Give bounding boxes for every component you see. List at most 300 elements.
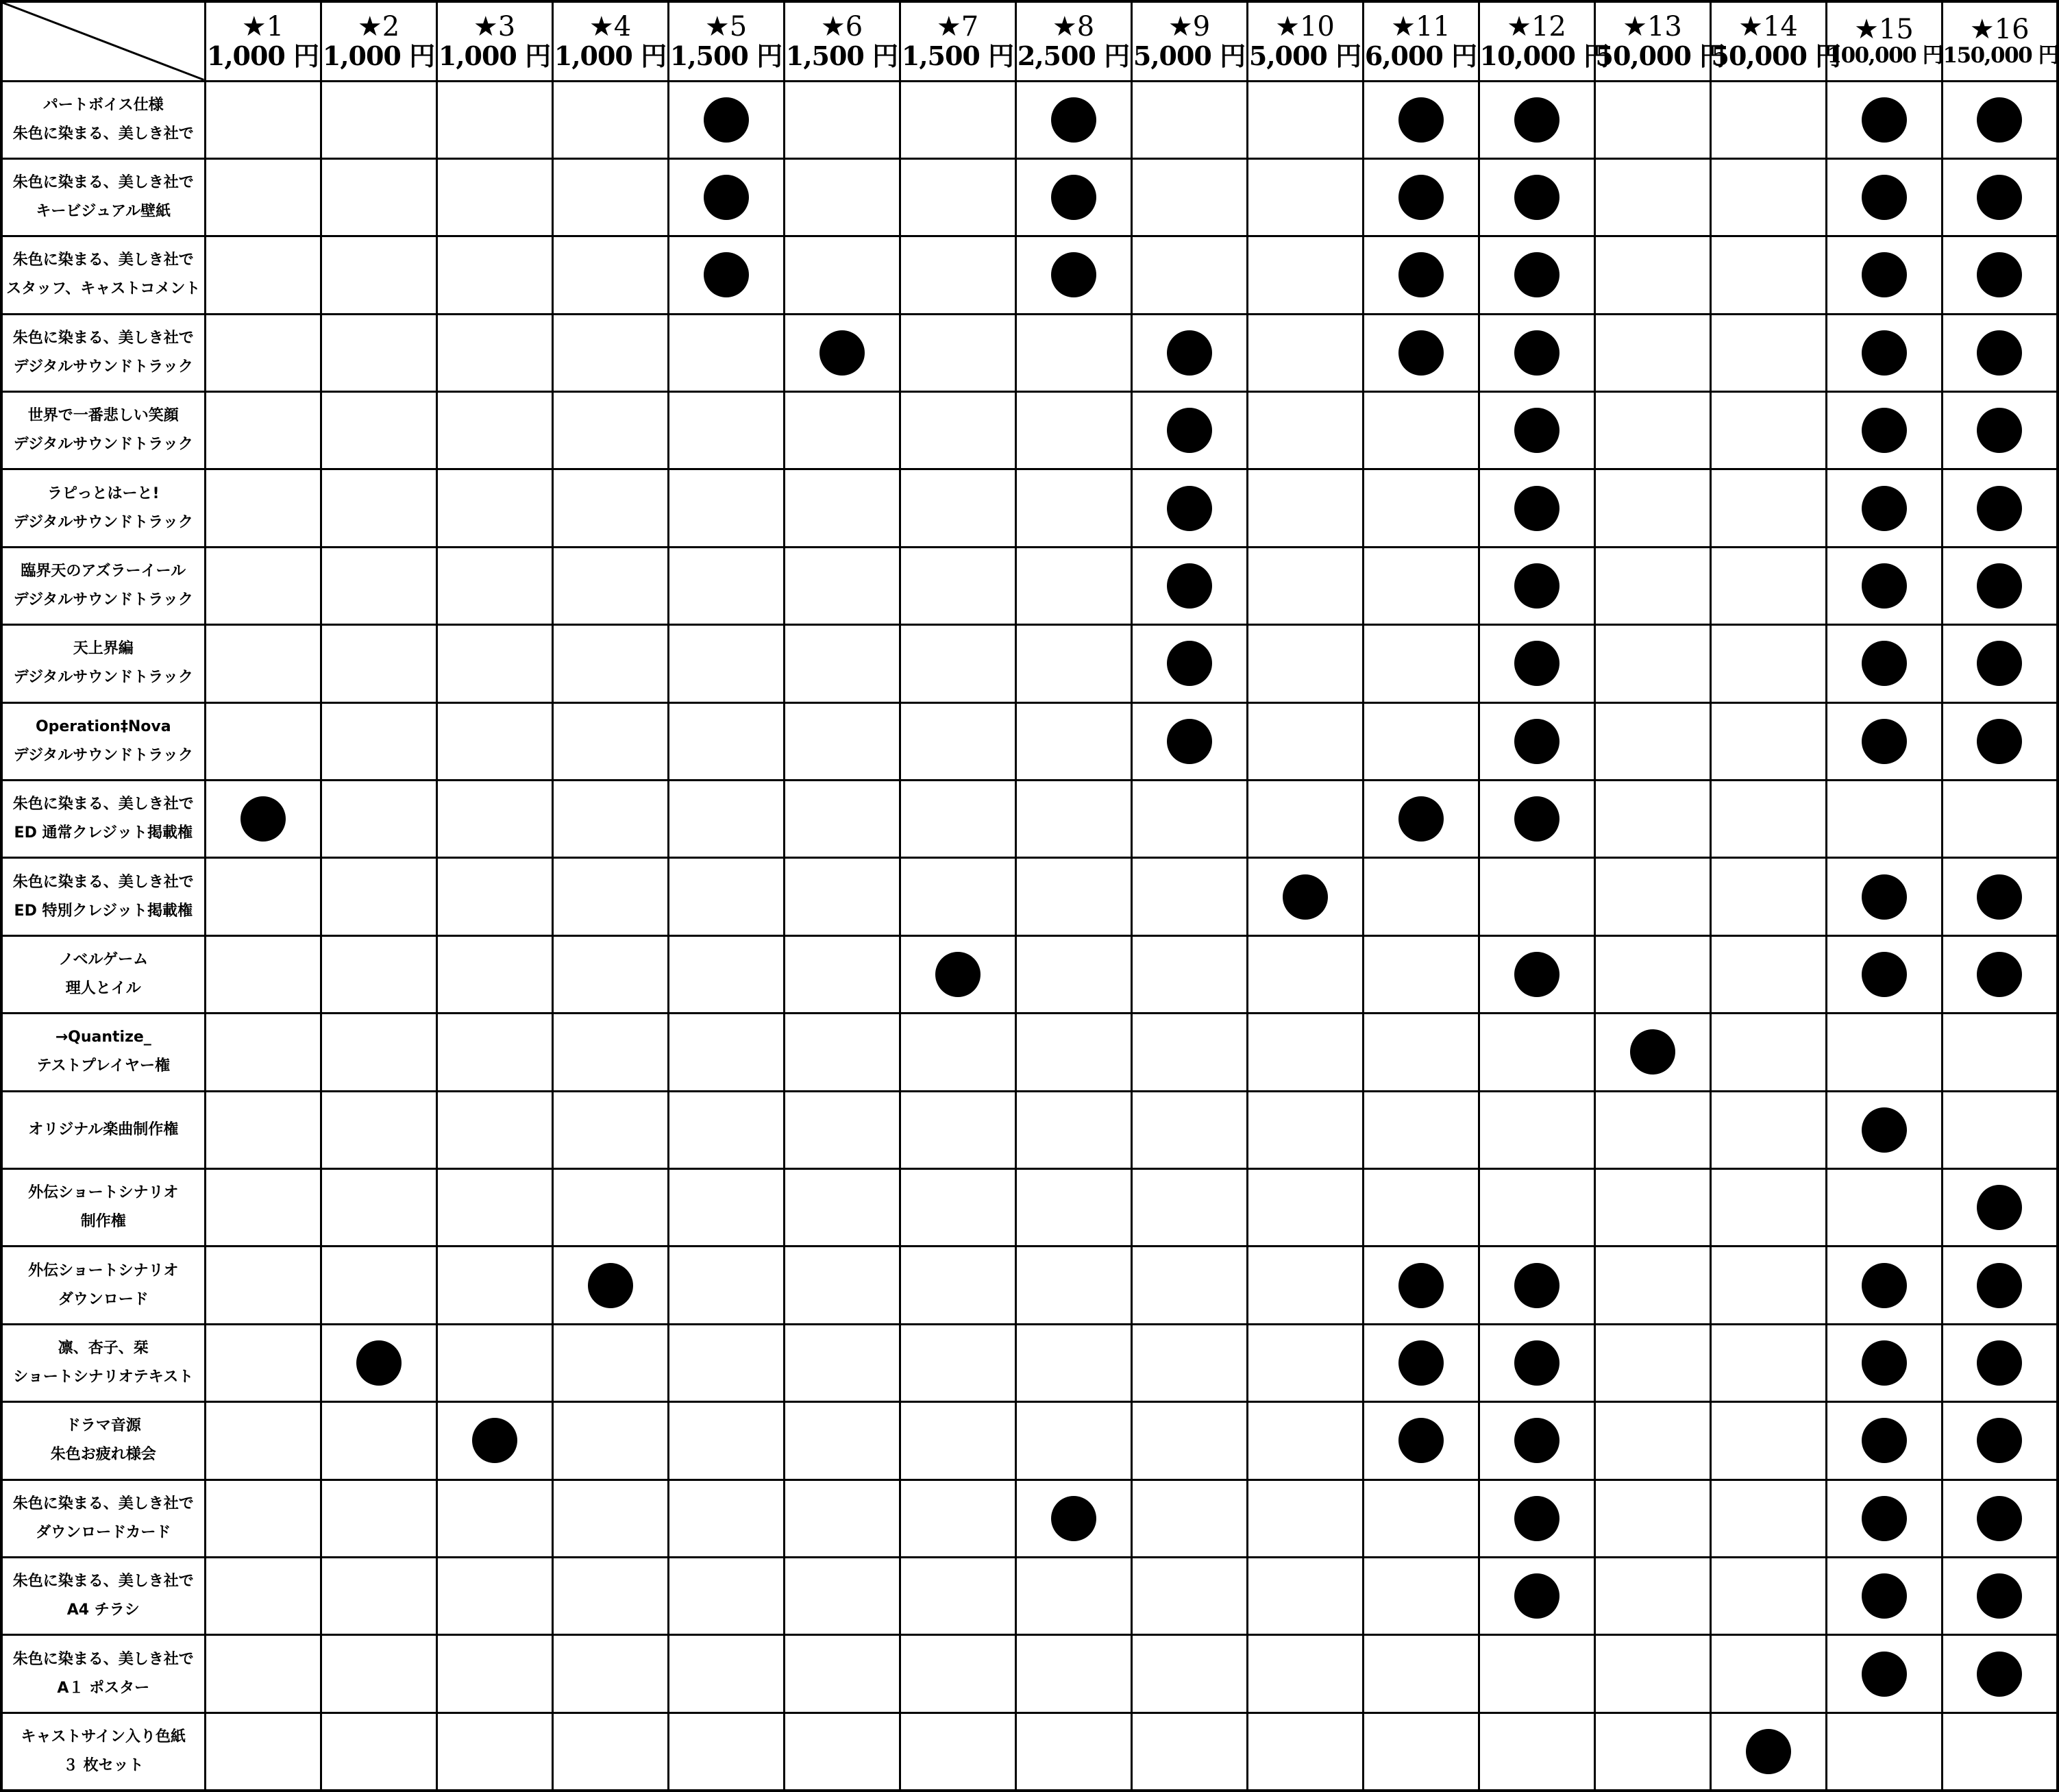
tier-cell-1 [205,1402,321,1480]
tier-cell-5 [668,392,784,469]
tier-cell-16 [1942,314,2058,391]
filled-circle-icon [1167,563,1212,609]
tier-cell-2 [321,1635,436,1713]
tier-cell-12 [1479,702,1594,780]
tier-label: ★4 [589,11,632,43]
filled-circle-icon [1862,1573,1907,1619]
tier-cell-8 [1015,702,1131,780]
reward-row [1,1402,2058,1480]
filled-circle-icon [1514,1340,1559,1386]
tier-label: ★14 [1738,11,1798,43]
reward-row [1,702,2058,780]
tier-cell-15 [1826,392,1942,469]
tier-cell-4 [552,1324,668,1401]
tier-cell-15 [1826,1402,1942,1480]
tier-cell-14 [1710,158,1826,236]
reward-label-line1: オリジナル楽曲制作権 [28,1120,179,1138]
reward-label-cell [1,935,205,1013]
reward-row [1,1091,2058,1168]
filled-circle-icon [588,1263,633,1308]
tier-cell-16 [1942,1168,2058,1246]
tier-cell-1 [205,158,321,236]
tier-cell-1 [205,625,321,702]
tier-price: 10,000 円 [1479,40,1610,72]
tier-cell-9 [1131,236,1247,314]
tier-cell-13 [1594,236,1710,314]
filled-circle-icon [1862,563,1907,609]
tier-cell-4 [552,158,668,236]
filled-circle-icon [1862,1263,1907,1308]
tier-label: ★8 [1052,11,1095,43]
reward-label-cell [1,392,205,469]
reward-label-cell [1,1014,205,1091]
filled-circle-icon [1514,719,1559,764]
tier-cell-5 [668,625,784,702]
tier-header-6 [784,1,900,81]
filled-circle-icon [1862,1418,1907,1463]
tier-cell-14 [1710,1247,1826,1324]
filled-circle-icon [1167,641,1212,686]
tier-cell-12 [1479,1713,1594,1790]
reward-row [1,1168,2058,1246]
filled-circle-icon [1398,330,1444,376]
filled-circle-icon [1283,874,1328,920]
tier-cell-7 [900,1480,1015,1557]
tier-cell-1 [205,81,321,158]
tier-cell-2 [321,935,436,1013]
tier-cell-6 [784,1091,900,1168]
reward-label-line2: ダウンロードカード [36,1523,171,1541]
tier-cell-5 [668,1324,784,1401]
tier-cell-11 [1363,1402,1479,1480]
tier-cell-5 [668,702,784,780]
tier-cell-14 [1710,781,1826,858]
tier-cell-9 [1131,1635,1247,1713]
tier-cell-2 [321,1480,436,1557]
filled-circle-icon [1514,641,1559,686]
tier-cell-2 [321,1324,436,1401]
tier-cell-4 [552,1713,668,1790]
tier-cell-13 [1594,1635,1710,1713]
tier-cell-12 [1479,858,1594,935]
tier-cell-9 [1131,1324,1247,1401]
tier-header-8 [1015,1,1131,81]
tier-label: ★15 [1854,13,1914,45]
tier-header-9 [1131,1,1247,81]
tier-header-3 [436,1,552,81]
tier-cell-13 [1594,392,1710,469]
tier-cell-15 [1826,469,1942,547]
tier-cell-6 [784,1557,900,1634]
reward-label-line2: ED 通常クレジット掲載権 [14,824,193,842]
tier-cell-4 [552,1168,668,1246]
tier-cell-10 [1247,314,1363,391]
tier-cell-12 [1479,625,1594,702]
tier-cell-11 [1363,702,1479,780]
tier-cell-8 [1015,1635,1131,1713]
reward-label-line2: デジタルサウンドトラック [13,436,193,454]
tier-cell-11 [1363,1014,1479,1091]
reward-label-line1: 朱色に染まる、美しき社で [12,1573,194,1591]
tier-cell-2 [321,1713,436,1790]
reward-label-cell [1,1713,205,1790]
tier-cell-12 [1479,1014,1594,1091]
tier-cell-9 [1131,935,1247,1013]
tier-cell-6 [784,858,900,935]
tier-cell-7 [900,1713,1015,1790]
tier-cell-15 [1826,236,1942,314]
tier-cell-10 [1247,236,1363,314]
tier-cell-16 [1942,781,2058,858]
tier-cell-7 [900,1091,1015,1168]
tier-cell-9 [1131,781,1247,858]
tier-cell-13 [1594,1247,1710,1324]
tier-cell-9 [1131,392,1247,469]
tier-cell-10 [1247,1168,1363,1246]
tier-cell-10 [1247,1324,1363,1401]
tier-cell-3 [436,702,552,780]
tier-cell-10 [1247,547,1363,624]
tier-cell-16 [1942,236,2058,314]
filled-circle-icon [1977,486,2022,531]
tier-cell-4 [552,1247,668,1324]
filled-circle-icon [1514,1263,1559,1308]
tier-cell-4 [552,314,668,391]
filled-circle-icon [1977,952,2022,997]
tier-cell-4 [552,625,668,702]
tier-cell-4 [552,858,668,935]
filled-circle-icon [1398,1340,1444,1386]
tier-price: 100,000 円 [1827,43,1943,69]
reward-row [1,1713,2058,1790]
reward-label-line2: A4 チラシ [66,1601,140,1619]
tier-cell-1 [205,1480,321,1557]
tier-cell-6 [784,314,900,391]
tier-cell-11 [1363,236,1479,314]
tier-price: 150,000 円 [1943,43,2059,69]
tier-cell-16 [1942,1247,2058,1324]
tier-header-15 [1826,1,1942,81]
tier-cell-10 [1247,1091,1363,1168]
filled-circle-icon [1862,1340,1907,1386]
tier-cell-5 [668,81,784,158]
tier-cell-12 [1479,1635,1594,1713]
filled-circle-icon [1514,330,1559,376]
filled-circle-icon [1977,408,2022,453]
tier-cell-16 [1942,1713,2058,1790]
tier-cell-3 [436,547,552,624]
tier-header-2 [321,1,436,81]
tier-label: ★12 [1507,11,1566,43]
tier-cell-11 [1363,625,1479,702]
tier-cell-6 [784,1402,900,1480]
tier-cell-13 [1594,1480,1710,1557]
tier-cell-16 [1942,1014,2058,1091]
reward-label-line2: スタッフ、キャストコメント [6,280,201,298]
filled-circle-icon [1398,175,1444,220]
tier-cell-6 [784,236,900,314]
tier-cell-14 [1710,314,1826,391]
filled-circle-icon [1977,1652,2022,1697]
tier-cell-10 [1247,935,1363,1013]
tier-label: ★11 [1391,11,1451,43]
tier-cell-12 [1479,781,1594,858]
tier-cell-4 [552,702,668,780]
tier-cell-1 [205,935,321,1013]
reward-label-line1: 外伝ショートシナリオ [28,1184,179,1202]
tier-cell-5 [668,1635,784,1713]
reward-label-line1: 朱色に染まる、美しき社で [12,174,194,192]
filled-circle-icon [1977,252,2022,297]
tier-cell-1 [205,236,321,314]
tier-price: 1,500 円 [669,40,782,72]
tier-cell-14 [1710,1168,1826,1246]
tier-cell-4 [552,236,668,314]
tier-cell-15 [1826,858,1942,935]
filled-circle-icon [1051,252,1096,297]
tier-cell-5 [668,1014,784,1091]
tier-cell-11 [1363,935,1479,1013]
tier-cell-4 [552,547,668,624]
reward-label-line1: ラピっとはーと! [47,484,160,502]
tier-cell-9 [1131,158,1247,236]
tier-cell-10 [1247,158,1363,236]
tier-cell-8 [1015,781,1131,858]
tier-cell-2 [321,858,436,935]
reward-label-line1: 朱色に染まる、美しき社で [12,796,194,813]
tier-cell-3 [436,781,552,858]
tier-cell-13 [1594,1014,1710,1091]
reward-label-line2: 朱色お疲れ様会 [50,1446,156,1464]
tier-cell-10 [1247,1247,1363,1324]
tier-cell-3 [436,158,552,236]
filled-circle-icon [1862,330,1907,376]
reward-label-cell [1,469,205,547]
tier-cell-13 [1594,1557,1710,1634]
tier-cell-8 [1015,81,1131,158]
filled-circle-icon [1862,719,1907,764]
reward-row [1,1557,2058,1634]
tier-cell-11 [1363,1168,1479,1246]
tier-cell-14 [1710,1557,1826,1634]
tier-cell-16 [1942,469,2058,547]
tier-cell-1 [205,469,321,547]
tier-price: 1,000 円 [438,40,551,72]
filled-circle-icon [241,796,286,842]
tier-cell-10 [1247,625,1363,702]
tier-cell-2 [321,781,436,858]
tier-cell-8 [1015,469,1131,547]
tier-header-1 [205,1,321,81]
tier-cell-2 [321,392,436,469]
tier-header-11 [1363,1,1479,81]
tier-cell-12 [1479,314,1594,391]
filled-circle-icon [1862,175,1907,220]
tier-cell-14 [1710,1324,1826,1401]
filled-circle-icon [1977,719,2022,764]
tier-header-13 [1594,1,1725,81]
tier-cell-14 [1710,1014,1826,1091]
tier-cell-14 [1710,547,1826,624]
tier-cell-12 [1479,392,1594,469]
filled-circle-icon [1977,1263,2022,1308]
tier-cell-14 [1710,81,1826,158]
tier-cell-3 [436,314,552,391]
tier-cell-2 [321,1247,436,1324]
tier-cell-1 [205,1635,321,1713]
filled-circle-icon [819,330,865,376]
tier-price: 50,000 円 [1711,40,1841,72]
tier-cell-3 [436,1247,552,1324]
filled-circle-icon [1514,563,1559,609]
tier-cell-6 [784,1014,900,1091]
reward-label-cell [1,1635,205,1713]
filled-circle-icon [1514,1418,1559,1463]
tier-cell-13 [1594,1713,1710,1790]
tier-cell-3 [436,1557,552,1634]
tier-cell-12 [1479,1091,1594,1168]
reward-row [1,1324,2058,1401]
reward-label-line1: 朱色に染まる、美しき社で [12,251,194,269]
tier-cell-16 [1942,1480,2058,1557]
tier-cell-3 [436,1635,552,1713]
filled-circle-icon [1862,952,1907,997]
reward-label-cell [1,81,205,158]
tier-cell-9 [1131,547,1247,624]
tier-cell-8 [1015,1713,1131,1790]
reward-label-line1: 天上界編 [73,640,134,658]
tier-cell-10 [1247,81,1363,158]
tier-cell-7 [900,1635,1015,1713]
tier-cell-2 [321,625,436,702]
tier-header-4 [552,1,668,81]
tier-cell-16 [1942,547,2058,624]
tier-cell-14 [1710,1713,1826,1790]
reward-label-line1: 朱色に染まる、美しき社で [12,1495,194,1512]
tier-cell-13 [1594,625,1710,702]
tier-cell-11 [1363,781,1479,858]
tier-cell-7 [900,858,1015,935]
tier-cell-7 [900,81,1015,158]
tier-header-7 [900,1,1015,81]
tier-cell-15 [1826,702,1942,780]
tier-cell-10 [1247,1014,1363,1091]
reward-label-cell [1,314,205,391]
tier-cell-6 [784,1713,900,1790]
tier-cell-7 [900,547,1015,624]
tier-cell-9 [1131,1091,1247,1168]
tier-header-14 [1710,1,1841,81]
tier-cell-5 [668,236,784,314]
tier-cell-9 [1131,1247,1247,1324]
tier-cell-3 [436,625,552,702]
tier-cell-7 [900,1247,1015,1324]
tier-cell-6 [784,469,900,547]
tier-cell-7 [900,1402,1015,1480]
reward-row [1,781,2058,858]
tier-cell-7 [900,469,1015,547]
tier-label: ★7 [936,11,979,43]
reward-label-line2: デジタルサウンドトラック [13,669,193,687]
tier-cell-13 [1594,781,1710,858]
tier-price: 50,000 円 [1595,40,1725,72]
tier-cell-6 [784,935,900,1013]
tier-cell-2 [321,1402,436,1480]
filled-circle-icon [472,1418,517,1463]
tier-cell-4 [552,392,668,469]
filled-circle-icon [1514,408,1559,453]
tier-cell-11 [1363,1247,1479,1324]
reward-label-cell [1,236,205,314]
tier-cell-3 [436,236,552,314]
filled-circle-icon [1862,486,1907,531]
tier-cell-9 [1131,1557,1247,1634]
reward-label-line2: 理人とイル [65,979,141,997]
tier-cell-13 [1594,702,1710,780]
tier-cell-8 [1015,236,1131,314]
tier-price: 5,000 円 [1248,40,1361,72]
reward-label-line1: →Quantize_ [55,1029,151,1046]
tier-cell-1 [205,781,321,858]
reward-row [1,1480,2058,1557]
tier-cell-15 [1826,1091,1942,1168]
filled-circle-icon [1051,1496,1096,1541]
tier-cell-4 [552,1402,668,1480]
tier-cell-13 [1594,1168,1710,1246]
tier-header-5 [668,1,784,81]
reward-label-cell [1,1247,205,1324]
tier-cell-15 [1826,1014,1942,1091]
tier-cell-2 [321,236,436,314]
filled-circle-icon [1862,252,1907,297]
filled-circle-icon [704,97,749,143]
tier-cell-8 [1015,547,1131,624]
tier-cell-5 [668,1402,784,1480]
tier-cell-11 [1363,469,1479,547]
tier-cell-11 [1363,1713,1479,1790]
tier-cell-8 [1015,625,1131,702]
filled-circle-icon [1862,641,1907,686]
tier-cell-6 [784,625,900,702]
tier-cell-8 [1015,1324,1131,1401]
tier-cell-16 [1942,1091,2058,1168]
tier-cell-16 [1942,1635,2058,1713]
tier-cell-3 [436,1402,552,1480]
tier-cell-4 [552,469,668,547]
tier-price: 2,500 円 [1017,40,1130,72]
reward-label-line2: ダウンロード [58,1290,149,1308]
tier-cell-15 [1826,314,1942,391]
tier-cell-12 [1479,1324,1594,1401]
tier-cell-13 [1594,858,1710,935]
tier-cell-14 [1710,858,1826,935]
tier-cell-6 [784,158,900,236]
reward-label-line2: ３ 枚セット [62,1756,144,1774]
reward-label-line2: 朱色に染まる、美しき社で [12,125,194,143]
reward-label-cell [1,1402,205,1480]
tier-cell-2 [321,158,436,236]
tier-cell-1 [205,1557,321,1634]
tier-cell-16 [1942,1557,2058,1634]
filled-circle-icon [1051,175,1096,220]
tier-label: ★2 [357,11,400,43]
tier-cell-4 [552,1091,668,1168]
filled-circle-icon [1514,175,1559,220]
filled-circle-icon [1977,1573,2022,1619]
filled-circle-icon [1398,252,1444,297]
tier-cell-11 [1363,392,1479,469]
tier-cell-13 [1594,1091,1710,1168]
